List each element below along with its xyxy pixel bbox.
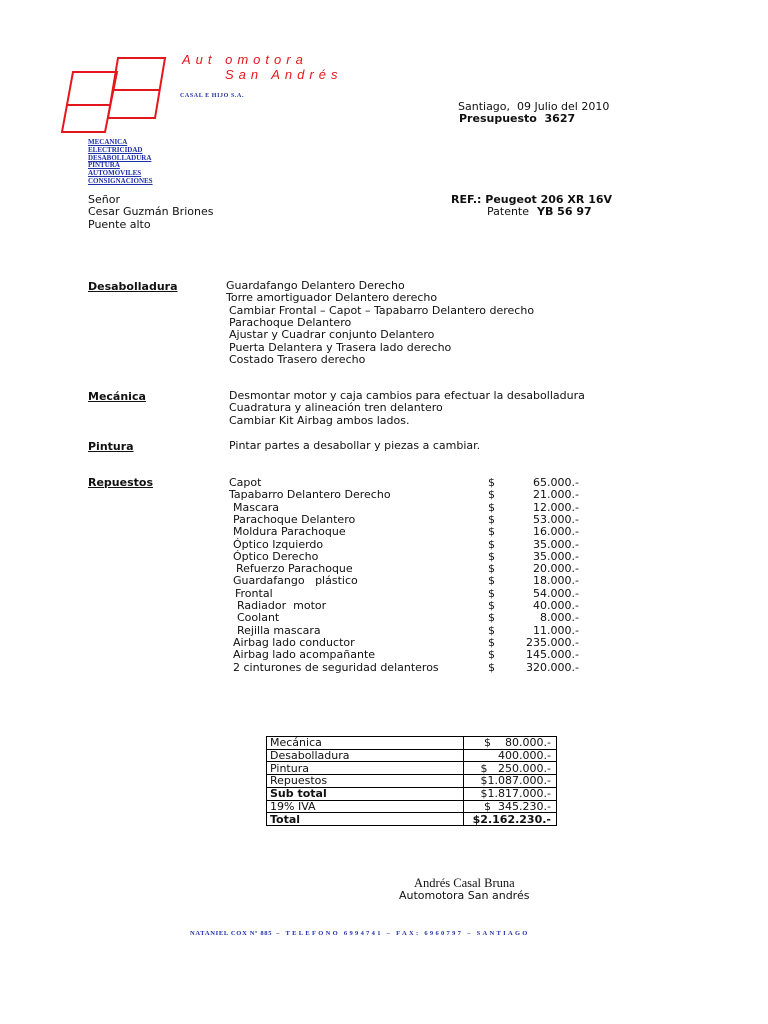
repuesto-currency: $ [488, 623, 495, 637]
mecanica-list [229, 390, 585, 427]
repuesto-currency: $ [488, 500, 495, 514]
repuesto-name: Tapabarro Delantero Derecho [229, 488, 391, 502]
desabolladura-list [226, 280, 534, 366]
repuesto-row [0, 513, 768, 526]
logo-panel-left [62, 72, 117, 132]
repuesto-amount: 8.000.- [540, 611, 579, 625]
repuesto-amount: 12.000.- [533, 500, 579, 514]
logo-panel-right [108, 58, 165, 118]
summary-label: Repuestos [267, 775, 464, 788]
summary-label: 19% IVA [267, 800, 464, 813]
repuesto-row [0, 624, 768, 637]
repuesto-name: Capot [229, 476, 262, 489]
repuesto-currency: $ [488, 574, 495, 588]
repuesto-amount: 11.000.- [533, 623, 579, 637]
repuesto-row [0, 476, 768, 489]
repuesto-row [0, 488, 768, 501]
service-item: CONSIGNACIONES [88, 176, 153, 185]
repuesto-currency: $ [488, 525, 495, 539]
client-salutation: Señor [88, 193, 120, 206]
repuesto-amount: 320.000.- [526, 660, 579, 674]
service-item: DESABOLLADURA [88, 153, 152, 162]
summary-label: Total [267, 813, 464, 826]
repuesto-name: Guardafango plástico [233, 574, 358, 588]
footer-phone-fax: – TELEFONO 6994741 – FAX: 6960797 – SANTIAGO [272, 930, 530, 937]
desabolladura-item: Puerta Delantera y Trasera lado derecho [229, 340, 452, 354]
repuesto-row [0, 574, 768, 587]
desabolladura-item: Ajustar y Cuadrar conjunto Delantero [229, 328, 435, 342]
summary-label: Desabolladura [267, 749, 464, 762]
repuesto-amount: 16.000.- [533, 525, 579, 539]
summary-row [267, 813, 557, 826]
section-title-pintura: Pintura [88, 440, 134, 453]
summary-value: $ 345.230.- [464, 800, 557, 813]
repuesto-row [0, 611, 768, 624]
repuesto-name: Moldura Parachoque [233, 525, 346, 539]
repuesto-name: Airbag lado acompañante [233, 648, 376, 662]
repuesto-amount: 40.000.- [533, 599, 579, 612]
pintura-list [229, 440, 480, 452]
repuesto-name: Radiador motor [237, 599, 327, 612]
repuesto-currency: $ [488, 599, 495, 612]
repuesto-currency: $ [488, 488, 495, 502]
plate-label: Patente [487, 205, 530, 218]
repuesto-row [0, 562, 768, 575]
repuesto-name: Mascara [233, 500, 280, 514]
summary-value: $1.087.000.- [464, 775, 557, 788]
service-item: ELECTRICIDAD [88, 145, 143, 154]
client-name: Cesar Guzmán Briones [88, 205, 214, 218]
service-item: AUTOMOVILES [88, 169, 142, 178]
repuesto-name: Refuerzo Parachoque [236, 562, 353, 576]
repuesto-currency: $ [488, 476, 495, 489]
services-list [88, 139, 153, 186]
company-name-line1: Aut omotora [182, 52, 308, 67]
repuesto-row [0, 648, 768, 661]
summary-label: Pintura [267, 762, 464, 775]
pintura-item: Pintar partes a desabollar y piezas a cambiar. [229, 439, 481, 452]
summary-table [266, 736, 557, 826]
mecanica-item: Cuadratura y alineación tren delantero [229, 401, 443, 415]
date-line: Santiago, 09 Julio del 2010 [458, 100, 610, 113]
mecanica-item: Desmontar motor y caja cambios para efectuar la desabolladura [229, 389, 585, 402]
desabolladura-item: Torre amortiguador Delantero derecho [226, 291, 438, 305]
summary-value: $ 250.000.- [464, 762, 557, 775]
repuesto-amount: 65.000.- [533, 476, 579, 489]
desabolladura-item: Guardafango Delantero Derecho [226, 279, 405, 292]
summary-row [267, 775, 557, 788]
repuesto-amount: 35.000.- [533, 537, 579, 551]
summary-row [267, 737, 557, 750]
vehicle-reference: REF.: Peugeot 206 XR 16V [451, 193, 613, 206]
summary-value: 400.000.- [464, 749, 557, 762]
repuesto-amount: 18.000.- [533, 574, 579, 588]
summary-value: $ 80.000.- [464, 737, 557, 750]
company-name-line2: San Andrés [225, 67, 343, 82]
section-title-desabolladura: Desabolladura [88, 280, 178, 293]
repuesto-row [0, 661, 768, 674]
repuesto-name: Frontal [235, 586, 273, 600]
repuesto-amount: 145.000.- [526, 648, 579, 662]
client-city: Puente alto [88, 218, 151, 231]
repuesto-row [0, 538, 768, 551]
repuesto-currency: $ [488, 537, 495, 551]
desabolladura-item: Cambiar Frontal – Capot – Tapabarro Delantero derecho [229, 303, 535, 317]
section-title-mecanica: Mecánica [88, 390, 146, 403]
company-logo [58, 54, 170, 136]
mecanica-item: Cambiar Kit Airbag ambos lados. [229, 413, 410, 427]
repuesto-amount: 54.000.- [533, 586, 579, 600]
quote-number: Presupuesto 3627 [459, 112, 576, 125]
repuesto-row [0, 599, 768, 612]
repuesto-amount: 53.000.- [533, 512, 579, 526]
repuesto-name: Óptico Izquierdo [233, 537, 324, 551]
section-title-repuestos: Repuestos [88, 476, 154, 489]
repuesto-currency: $ [488, 549, 495, 563]
footer-contact [190, 929, 530, 938]
repuesto-row [0, 525, 768, 538]
summary-label: Mecánica [267, 737, 464, 750]
desabolladura-item: Costado Trasero derecho [229, 353, 366, 367]
desabolladura-item: Parachoque Delantero [229, 316, 352, 330]
repuesto-amount: 35.000.- [533, 549, 579, 563]
repuesto-name: Rejilla mascara [237, 623, 321, 637]
service-item: MECANICA [88, 138, 128, 146]
repuesto-name: 2 cinturones de seguridad delanteros [233, 660, 439, 674]
repuesto-name: Airbag lado conductor [233, 635, 355, 649]
repuesto-row [0, 587, 768, 600]
repuesto-currency: $ [488, 635, 495, 649]
repuesto-currency: $ [488, 611, 495, 625]
company-legal-name: CASAL E HIJO S.A. [180, 93, 245, 99]
summary-value: $1.817.000.- [464, 787, 557, 800]
repuesto-currency: $ [488, 562, 495, 576]
summary-row [267, 787, 557, 800]
footer-address: NATANIEL COX Nº 885 [190, 930, 273, 937]
repuesto-row [0, 550, 768, 563]
summary-value: $2.162.230.- [464, 813, 557, 826]
repuesto-name: Óptico Derecho [233, 549, 319, 563]
repuesto-name: Coolant [237, 611, 280, 625]
repuesto-amount: 20.000.- [533, 562, 579, 576]
repuesto-currency: $ [488, 648, 495, 662]
repuesto-row [0, 501, 768, 514]
service-item: PINTURA [88, 161, 120, 170]
summary-row [267, 762, 557, 775]
signature-name: Andrés Casal Bruna [414, 876, 515, 890]
plate-number: YB 56 97 [537, 205, 592, 218]
repuesto-amount: 235.000.- [526, 635, 579, 649]
repuesto-currency: $ [488, 586, 495, 600]
repuesto-currency: $ [488, 660, 495, 674]
repuesto-row [0, 636, 768, 649]
repuesto-amount: 21.000.- [533, 488, 579, 502]
summary-row [267, 749, 557, 762]
summary-label: Sub total [267, 787, 464, 800]
summary-row [267, 800, 557, 813]
repuesto-name: Parachoque Delantero [233, 512, 356, 526]
repuesto-currency: $ [488, 512, 495, 526]
signature-company: Automotora San andrés [399, 889, 530, 902]
